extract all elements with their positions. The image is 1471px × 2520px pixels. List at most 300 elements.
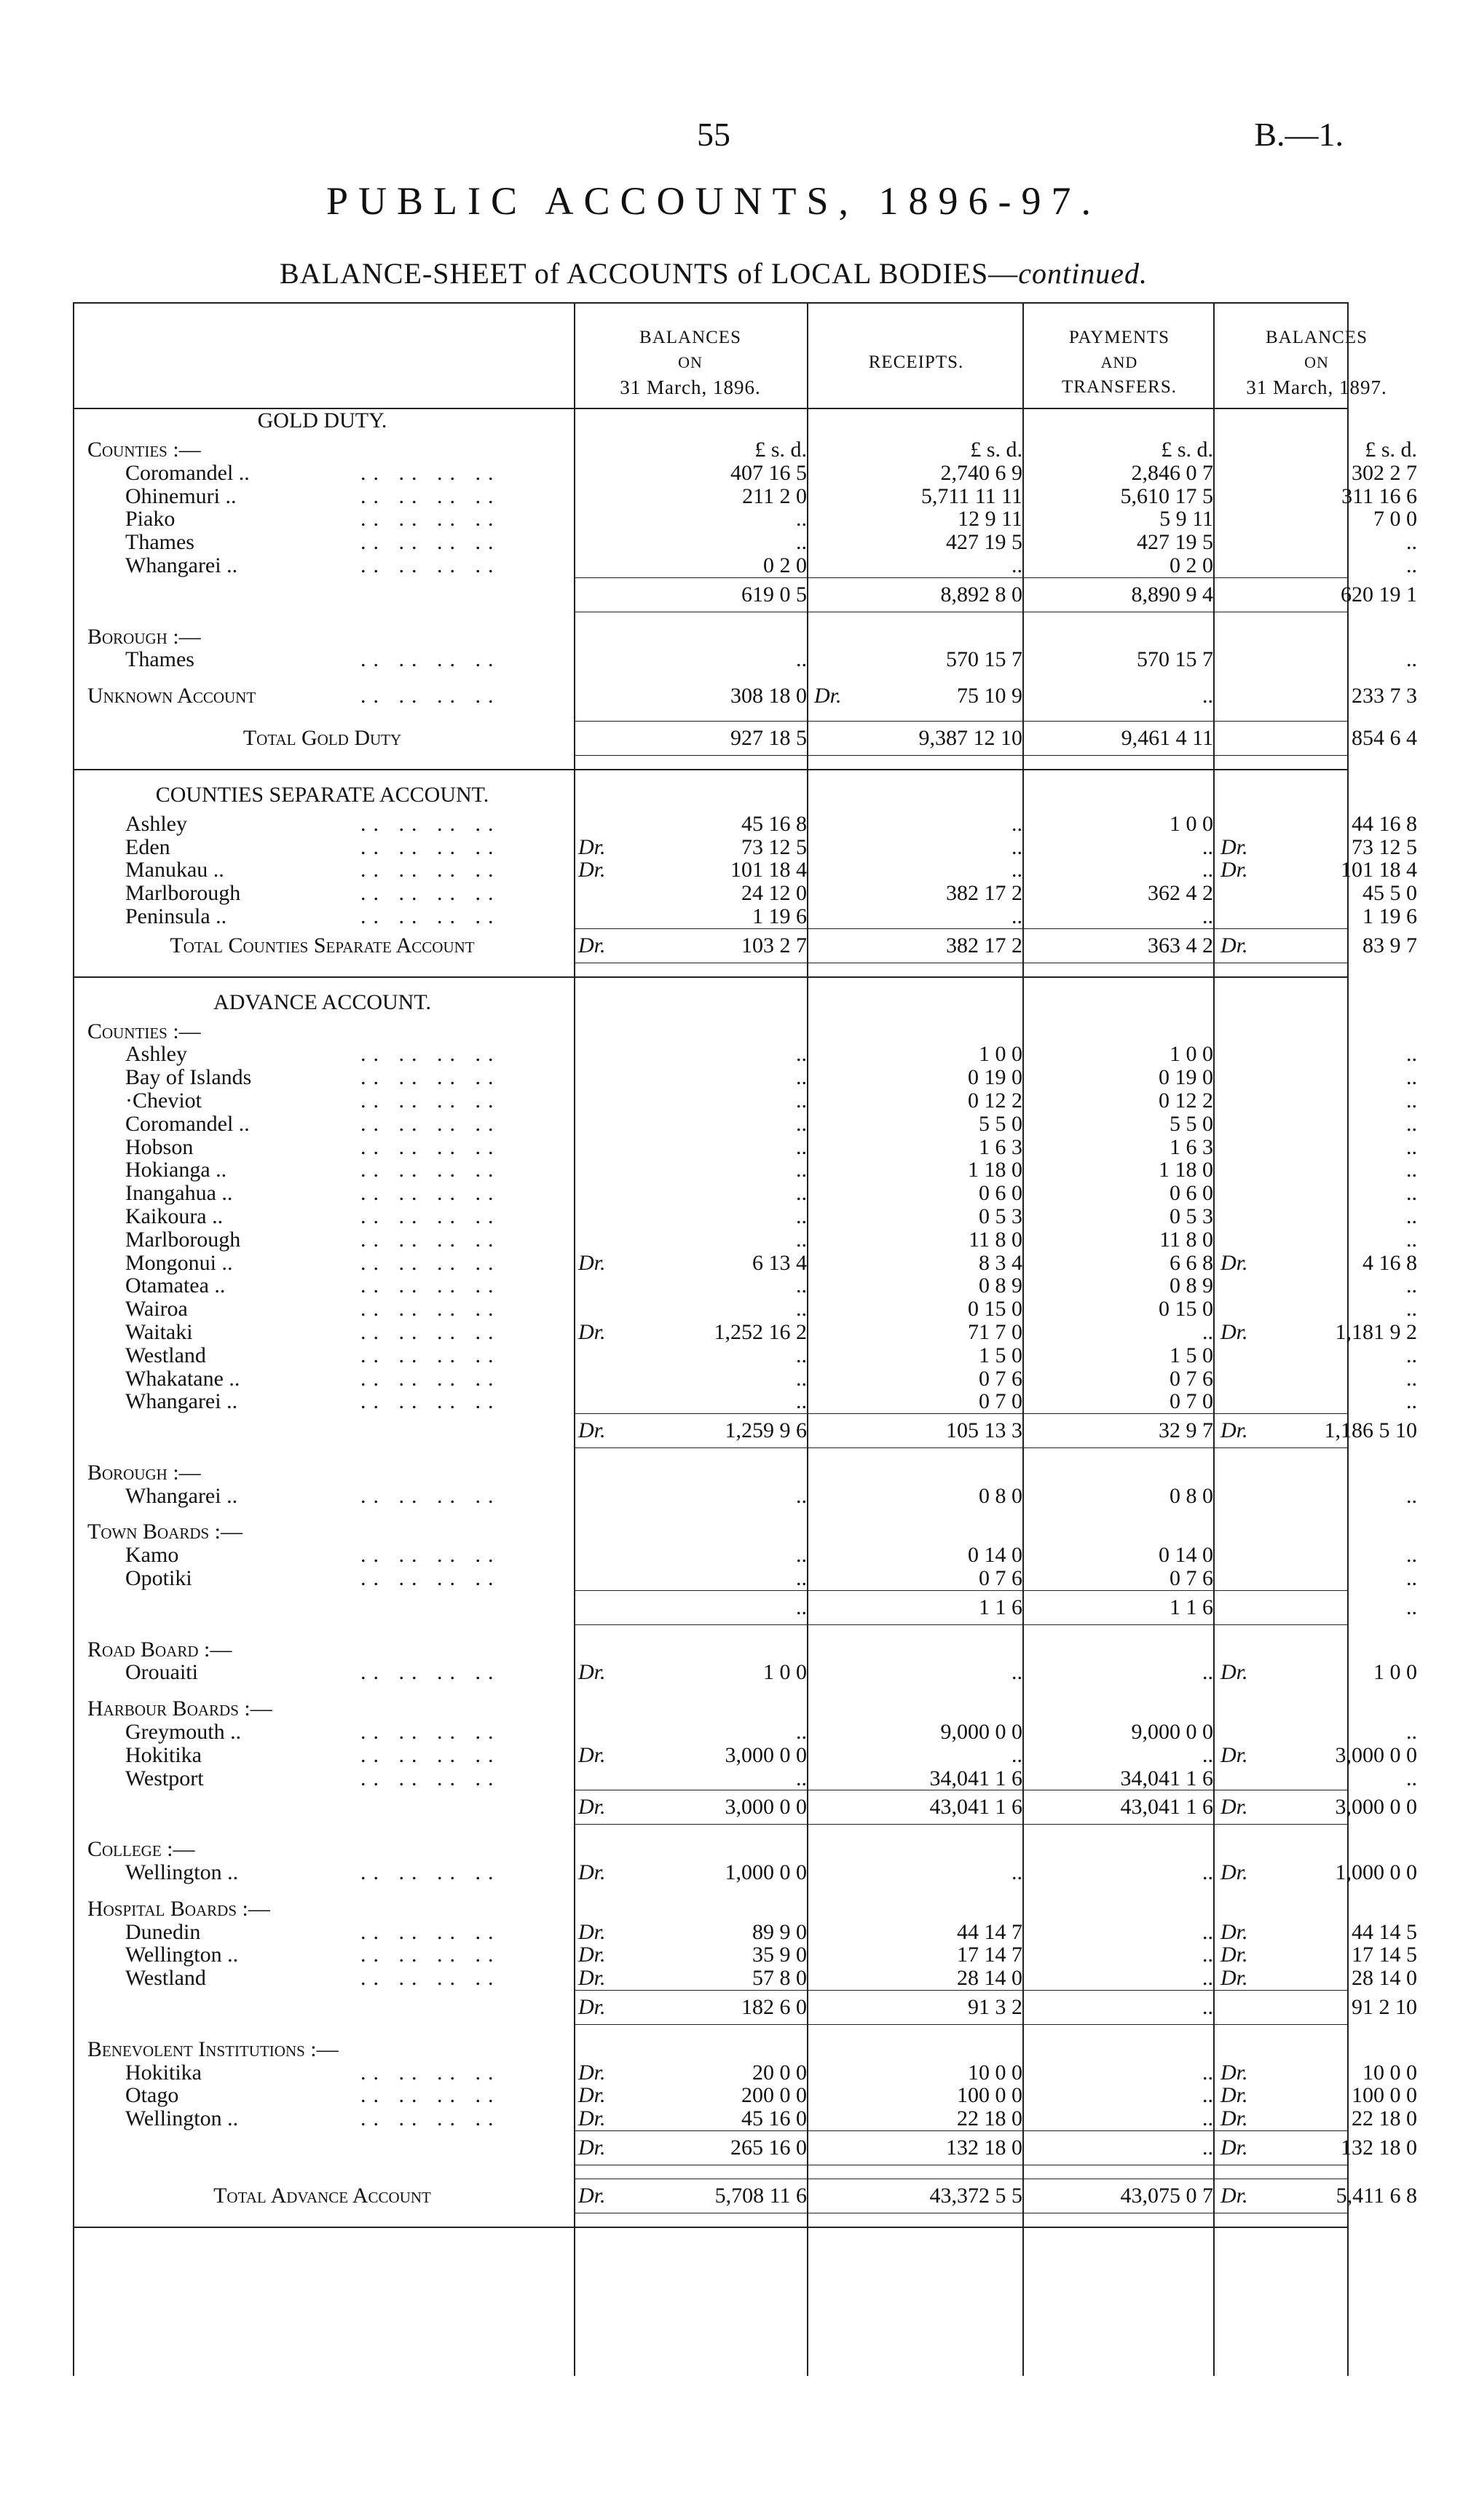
table-row xyxy=(73,1966,1417,1991)
value-cell: .. xyxy=(796,1543,807,1568)
debit-marker: Dr. xyxy=(578,1919,606,1944)
value-cell: .. xyxy=(1406,530,1417,555)
item-label: Peninsula .. xyxy=(125,904,227,928)
value-cell: 28 14 0 xyxy=(957,1966,1022,1991)
value-cell: .. xyxy=(796,1297,807,1322)
amount: 45 16 0 xyxy=(741,2106,807,2131)
amount: 4 16 8 xyxy=(1362,1250,1417,1275)
debit-marker: Dr. xyxy=(1220,1860,1248,1885)
subtotal-rule-top xyxy=(574,577,1349,578)
value-cell: 302 2 7 xyxy=(1352,460,1417,485)
section-row xyxy=(73,783,1349,813)
value-cell: 9,461 4 11 xyxy=(1121,725,1213,750)
amount: 1,000 0 0 xyxy=(1335,1860,1417,1885)
debit-marker: Dr. xyxy=(578,2183,606,2208)
amount: 132 18 0 xyxy=(1341,2136,1417,2160)
table-row xyxy=(73,1181,1417,1206)
leader-dots: .. .. .. .. xyxy=(360,1134,501,1159)
category-label: College :— xyxy=(87,1837,195,1862)
leader-dots: .. .. .. .. xyxy=(360,507,501,532)
value-cell: 11 8 0 xyxy=(1159,1227,1213,1252)
table-row xyxy=(73,2083,1417,2108)
debit-marker: Dr. xyxy=(578,1250,606,1275)
header-line: RECEIPTS. xyxy=(868,352,964,372)
amount: 3,000 0 0 xyxy=(1335,1795,1417,1820)
leader-dots: .. .. .. .. xyxy=(360,1343,501,1367)
value-cell xyxy=(1216,1967,1417,1990)
document-reference: B.—1. xyxy=(1254,116,1344,153)
value-cell: .. xyxy=(1406,647,1417,672)
value-cell: 1 18 0 xyxy=(968,1158,1022,1182)
table-row xyxy=(73,1742,1417,1767)
category-row xyxy=(73,2038,1349,2061)
total-label: Total Gold Duty xyxy=(242,725,402,750)
value-cell: .. xyxy=(1406,1595,1417,1619)
item-label: Ashley xyxy=(125,1042,187,1067)
value-cell: .. xyxy=(1406,1720,1417,1745)
value-cell: 0 8 0 xyxy=(1170,1483,1213,1508)
value-cell: .. xyxy=(1202,1742,1213,1767)
amount: 75 10 9 xyxy=(957,684,1022,708)
subtotal-row xyxy=(73,1995,1417,2020)
item-label: Thames xyxy=(125,647,194,672)
subtitle-main: BALANCE-SHEET of ACCOUNTS of LOCAL BODIES— xyxy=(280,257,1019,290)
value-cell: 0 6 0 xyxy=(979,1181,1022,1206)
leader-dots: .. .. .. .. xyxy=(360,483,501,508)
value-cell: 22 18 0 xyxy=(957,2106,1022,2131)
debit-marker: Dr. xyxy=(578,1860,606,1885)
amount: 28 14 0 xyxy=(1352,1966,1417,1991)
value-cell: .. xyxy=(1202,1319,1213,1344)
value-cell: 8,890 9 4 xyxy=(1131,582,1213,607)
value-cell: .. xyxy=(796,1766,807,1790)
subtotal-rule-top xyxy=(574,2130,1349,2131)
value-cell: 5,711 11 11 xyxy=(920,483,1022,508)
category-row xyxy=(73,1638,1349,1662)
debit-marker: Dr. xyxy=(1220,2060,1248,2085)
value-cell xyxy=(574,1996,807,2019)
debit-marker: Dr. xyxy=(578,1742,606,1767)
value-cell: 927 18 5 xyxy=(730,725,807,750)
amount: 103 2 7 xyxy=(741,933,807,957)
value-cell: 382 17 2 xyxy=(946,933,1022,957)
table-header xyxy=(73,304,1387,409)
value-cell: 10 0 0 xyxy=(968,2060,1022,2085)
value-cell: 1 19 6 xyxy=(1362,904,1417,928)
table-row xyxy=(73,1065,1417,1090)
value-cell: .. xyxy=(796,1088,807,1113)
table-row xyxy=(73,1720,1417,1745)
item-label: Ashley xyxy=(125,811,187,836)
leader-dots: .. .. .. .. xyxy=(360,1181,501,1206)
value-cell: 32 9 7 xyxy=(1159,1418,1213,1443)
value-cell: 0 7 6 xyxy=(1170,1566,1213,1591)
value-cell: .. xyxy=(796,1273,807,1298)
value-cell xyxy=(574,1321,807,1344)
value-cell: .. xyxy=(1202,2060,1213,2085)
value-cell: 308 18 0 xyxy=(730,684,807,708)
value-cell: 0 2 0 xyxy=(763,553,807,577)
amount: 73 12 5 xyxy=(1352,834,1417,859)
value-cell: 1 18 0 xyxy=(1159,1158,1213,1182)
value-cell: .. xyxy=(1202,1966,1213,1991)
amount: 1 0 0 xyxy=(1373,1660,1417,1685)
table-row xyxy=(73,530,1417,555)
value-cell: .. xyxy=(796,1065,807,1090)
amount: 3,000 0 0 xyxy=(725,1795,807,1820)
amount: 35 9 0 xyxy=(752,1943,807,1967)
value-cell: 100 0 0 xyxy=(957,2083,1022,2108)
table-row xyxy=(73,1088,1417,1113)
debit-marker: Dr. xyxy=(578,1966,606,1991)
debit-marker: Dr. xyxy=(1220,1795,1248,1820)
header-line: ON xyxy=(678,353,703,371)
debit-marker: Dr. xyxy=(1220,1966,1248,1991)
header-line: BALANCES xyxy=(639,328,741,347)
leader-dots: .. .. .. .. xyxy=(360,1966,501,1991)
leader-dots: .. .. .. .. xyxy=(360,1088,501,1113)
balance-sheet-table xyxy=(73,302,1417,2228)
value-cell: .. xyxy=(1202,904,1213,928)
header-receipts xyxy=(810,350,1022,375)
leader-dots: .. .. .. .. xyxy=(360,1065,501,1090)
value-cell: 0 7 6 xyxy=(979,1566,1022,1591)
value-cell: 2,740 6 9 xyxy=(940,460,1022,485)
value-cell xyxy=(574,1419,807,1442)
total-label: Total Counties Separate Account xyxy=(170,933,475,957)
value-cell: 43,041 1 6 xyxy=(1120,1795,1213,1820)
header-balances-1897 xyxy=(1216,325,1417,400)
category-row xyxy=(73,1897,1349,1921)
debit-marker: Dr. xyxy=(814,684,842,708)
value-cell xyxy=(574,1861,807,1884)
category-row xyxy=(73,684,1417,708)
subtotal-row xyxy=(73,1795,1417,1820)
header-balances-1896 xyxy=(574,325,807,400)
subtotal-rule-bottom xyxy=(574,1624,1349,1625)
table-row xyxy=(73,1111,1417,1136)
subtotal-row xyxy=(73,1595,1417,1619)
value-cell xyxy=(574,1967,807,1990)
subtotal-rule-bottom xyxy=(574,755,1349,756)
debit-marker: Dr. xyxy=(1220,2136,1248,2160)
row-gap xyxy=(73,978,1349,991)
value-cell: 619 0 5 xyxy=(741,582,807,607)
item-label: Thames xyxy=(125,530,194,555)
amount: 1,181 9 2 xyxy=(1335,1319,1417,1344)
value-cell: .. xyxy=(1011,858,1022,882)
section-row xyxy=(73,991,1349,1020)
item-label: Ohinemuri .. xyxy=(125,483,237,508)
amount: 89 9 0 xyxy=(752,1919,807,1944)
value-cell: .. xyxy=(1011,553,1022,577)
debit-marker: Dr. xyxy=(578,2136,606,2160)
value-cell: 0 7 0 xyxy=(1170,1389,1213,1414)
item-label: Otago xyxy=(125,2083,179,2108)
leader-dots: .. .. .. .. xyxy=(360,1720,501,1745)
debit-marker: Dr. xyxy=(1220,1919,1248,1944)
amount: 22 18 0 xyxy=(1352,2106,1417,2131)
leader-dots: .. .. .. .. xyxy=(360,530,501,555)
value-cell: 0 7 6 xyxy=(1170,1366,1213,1391)
row-gap xyxy=(73,756,1349,769)
category-label: Benevolent Institutions :— xyxy=(87,2037,339,2061)
table-row xyxy=(73,1204,1417,1228)
header-line: 31 March, 1897. xyxy=(1246,376,1387,398)
leader-dots: .. .. .. .. xyxy=(360,1319,501,1344)
row-gap xyxy=(73,1825,1349,1838)
debit-marker: Dr. xyxy=(578,2106,606,2131)
value-cell xyxy=(574,2136,807,2160)
value-cell xyxy=(1216,858,1417,882)
subtotal-rule-top xyxy=(574,1590,1349,1591)
value-cell: 8 3 4 xyxy=(979,1250,1022,1275)
item-label: Westport xyxy=(125,1766,204,1790)
value-cell: .. xyxy=(1202,834,1213,859)
value-cell: 570 15 7 xyxy=(1137,647,1213,672)
value-cell: 0 8 9 xyxy=(979,1273,1022,1298)
value-cell: .. xyxy=(1011,1742,1022,1767)
value-cell: .. xyxy=(1406,1204,1417,1228)
subtotal-rule-top xyxy=(574,721,1349,722)
amount: 1,259 9 6 xyxy=(725,1418,807,1443)
subtotal-rule-bottom xyxy=(574,1447,1349,1448)
row-gap xyxy=(73,1625,1349,1638)
leader-dots: .. .. .. .. xyxy=(360,1111,501,1136)
value-cell: .. xyxy=(1406,1766,1417,1790)
item-label: Westland xyxy=(125,1343,206,1367)
leader-dots: .. .. .. .. xyxy=(360,1860,501,1885)
total-label: Total Advance Account xyxy=(213,2183,431,2208)
value-cell: .. xyxy=(1202,2083,1213,2108)
value-cell: 44 14 7 xyxy=(957,1919,1022,1944)
value-cell xyxy=(1216,1419,1417,1442)
leader-dots: .. .. .. .. xyxy=(360,1204,501,1228)
value-cell: 854 6 4 xyxy=(1352,725,1417,750)
value-cell: 363 4 2 xyxy=(1148,933,1213,957)
value-cell: 0 6 0 xyxy=(1170,1181,1213,1206)
value-cell: 45 5 0 xyxy=(1362,881,1417,906)
debit-marker: Dr. xyxy=(1220,834,1248,859)
row-gap xyxy=(73,1684,1349,1697)
value-cell: .. xyxy=(796,507,807,532)
value-cell: 12 9 11 xyxy=(958,507,1022,532)
header-line: TRANSFERS. xyxy=(1062,377,1177,397)
value-cell: 43,372 5 5 xyxy=(929,2183,1022,2208)
value-cell: 362 4 2 xyxy=(1148,881,1213,906)
value-cell: .. xyxy=(1406,1297,1417,1322)
row-gap xyxy=(73,708,1349,721)
value-cell xyxy=(1216,836,1417,859)
table-row xyxy=(73,834,1417,859)
value-cell: .. xyxy=(1406,1227,1417,1252)
item-label: Orouaiti xyxy=(125,1660,198,1685)
value-cell: 91 3 2 xyxy=(968,1995,1022,2020)
value-cell xyxy=(574,1796,807,1819)
item-label: Otamatea .. xyxy=(125,1273,226,1298)
header-line: ON xyxy=(1304,353,1329,371)
table-row xyxy=(73,1566,1417,1591)
value-cell xyxy=(1216,1661,1417,1684)
amount: 5,708 11 6 xyxy=(714,2183,807,2208)
leader-dots: .. .. .. .. xyxy=(360,460,501,485)
category-label: Road Board :— xyxy=(87,1637,232,1662)
category-row xyxy=(73,625,1349,649)
value-cell: 1 6 3 xyxy=(979,1134,1022,1159)
value-cell: 427 19 5 xyxy=(1137,530,1213,555)
leader-dots: .. .. .. .. xyxy=(360,1227,501,1252)
value-cell xyxy=(574,2061,807,2085)
value-cell: 1 0 0 xyxy=(979,1042,1022,1067)
value-cell xyxy=(1216,2184,1417,2208)
amount: 1,000 0 0 xyxy=(725,1860,807,1885)
value-cell xyxy=(574,2184,807,2208)
value-cell: 7 0 0 xyxy=(1373,507,1417,532)
value-cell: .. xyxy=(1202,1995,1213,2020)
item-label: Kaikoura .. xyxy=(125,1204,224,1228)
value-cell xyxy=(1216,1921,1417,1944)
value-cell: 1 0 0 xyxy=(1170,1042,1213,1067)
leader-dots: .. .. .. .. xyxy=(360,2060,501,2085)
row-gap xyxy=(73,963,1349,976)
amount: 101 18 4 xyxy=(730,858,807,882)
table-row xyxy=(73,1919,1417,1944)
value-cell: 71 7 0 xyxy=(968,1319,1022,1344)
amount: 3,000 0 0 xyxy=(725,1742,807,1767)
value-cell: .. xyxy=(1406,1389,1417,1414)
row-gap xyxy=(73,770,1349,783)
debit-marker: Dr. xyxy=(1220,2083,1248,2108)
value-cell: .. xyxy=(796,1134,807,1159)
value-cell: 382 17 2 xyxy=(946,881,1022,906)
value-cell: .. xyxy=(796,647,807,672)
amount: 83 9 7 xyxy=(1362,933,1417,957)
row-gap xyxy=(73,1884,1349,1897)
table-row xyxy=(73,1134,1417,1159)
debit-marker: Dr. xyxy=(1220,2183,1248,2208)
table-row xyxy=(73,2060,1417,2085)
leader-dots: .. .. .. .. xyxy=(360,1483,501,1508)
leader-dots: .. .. .. .. xyxy=(360,553,501,577)
item-label: Kamo xyxy=(125,1543,179,1568)
value-cell: .. xyxy=(1011,1860,1022,1885)
category-label: Unknown Account xyxy=(87,684,256,708)
debit-marker: Dr. xyxy=(1220,1660,1248,1685)
section-label: ADVANCE ACCOUNT. xyxy=(213,990,431,1014)
value-cell: 427 19 5 xyxy=(946,530,1022,555)
value-cell: .. xyxy=(1011,1660,1022,1685)
amount: 100 0 0 xyxy=(1352,2083,1417,2108)
item-label: Wellington .. xyxy=(125,1860,239,1885)
row-gap xyxy=(73,612,1349,625)
item-label: Mongonui .. xyxy=(125,1250,233,1275)
value-cell: 1 5 0 xyxy=(1170,1343,1213,1367)
item-label: Inangahua .. xyxy=(125,1181,233,1206)
value-cell xyxy=(1216,934,1417,957)
debit-marker: Dr. xyxy=(578,1995,606,2020)
category-row xyxy=(73,1697,1349,1721)
row-gap xyxy=(73,1507,1349,1520)
value-cell xyxy=(574,1252,807,1275)
leader-dots: .. .. .. .. xyxy=(360,1042,501,1067)
category-label: Borough :— xyxy=(87,1460,201,1485)
amount: 3,000 0 0 xyxy=(1335,1742,1417,1767)
amount: 265 16 0 xyxy=(730,2136,807,2160)
value-cell: 1 6 3 xyxy=(1170,1134,1213,1159)
value-cell: 0 8 0 xyxy=(979,1483,1022,1508)
page-subtitle xyxy=(0,256,1427,291)
debit-marker: Dr. xyxy=(578,1943,606,1967)
row-gap xyxy=(73,2213,1349,2227)
debit-marker: Dr. xyxy=(1220,1943,1248,1967)
debit-marker: Dr. xyxy=(1220,1319,1248,1344)
value-cell: 1 0 0 xyxy=(1170,811,1213,836)
value-cell xyxy=(574,934,807,957)
value-cell xyxy=(574,1661,807,1684)
leader-dots: .. .. .. .. xyxy=(360,1543,501,1568)
subtotal-rule-top xyxy=(574,1413,1349,1414)
value-cell: 8,892 8 0 xyxy=(940,582,1022,607)
row-gap xyxy=(73,1448,1349,1461)
amount: 10 0 0 xyxy=(1362,2060,1417,2085)
leader-dots: .. .. .. .. xyxy=(360,1660,501,1685)
leader-dots: .. .. .. .. xyxy=(360,1566,501,1591)
table-row xyxy=(73,1227,1417,1252)
value-cell: .. xyxy=(796,1111,807,1136)
total-row xyxy=(73,933,1417,957)
value-cell: 407 16 5 xyxy=(730,460,807,485)
value-cell: 0 14 0 xyxy=(1159,1543,1213,1568)
value-cell: .. xyxy=(1406,1543,1417,1568)
amount: 44 14 5 xyxy=(1352,1919,1417,1944)
value-cell: .. xyxy=(1202,1943,1213,1967)
debit-marker: Dr. xyxy=(578,933,606,957)
item-label: Whangarei .. xyxy=(125,1483,238,1508)
table-row xyxy=(73,1389,1417,1414)
value-cell: .. xyxy=(1011,834,1022,859)
value-cell: 1 1 6 xyxy=(979,1595,1022,1619)
item-label: Wellington .. xyxy=(125,1943,239,1967)
table-row xyxy=(73,507,1417,532)
category-row xyxy=(73,438,1417,462)
unit-label: £ s. d. xyxy=(754,438,807,462)
value-cell: 9,000 0 0 xyxy=(940,1720,1022,1745)
value-cell: 0 7 6 xyxy=(979,1366,1022,1391)
item-label: Greymouth .. xyxy=(125,1720,242,1745)
table-row xyxy=(73,1343,1417,1367)
leader-dots: .. .. .. .. xyxy=(360,858,501,882)
leader-dots: .. .. .. .. xyxy=(360,684,501,708)
value-cell: 132 18 0 xyxy=(946,2136,1022,2160)
value-cell xyxy=(1216,1744,1417,1767)
debit-marker: Dr. xyxy=(1220,858,1248,882)
leader-dots: .. .. .. .. xyxy=(360,1389,501,1414)
item-label: Hokianga .. xyxy=(125,1158,227,1182)
value-cell xyxy=(810,684,1022,708)
leader-dots: .. .. .. .. xyxy=(360,1766,501,1790)
row-gap xyxy=(73,671,1349,684)
value-cell: .. xyxy=(796,1566,807,1591)
value-cell: .. xyxy=(1202,2106,1213,2131)
value-cell: 5 5 0 xyxy=(1170,1111,1213,1136)
value-cell: 0 19 0 xyxy=(968,1065,1022,1090)
header-line: PAYMENTS xyxy=(1068,328,1170,347)
value-cell xyxy=(574,1921,807,1944)
item-label: Bay of Islands xyxy=(125,1065,252,1090)
value-cell: .. xyxy=(1202,1660,1213,1685)
value-cell: .. xyxy=(1406,1181,1417,1206)
value-cell: 0 15 0 xyxy=(968,1297,1022,1322)
